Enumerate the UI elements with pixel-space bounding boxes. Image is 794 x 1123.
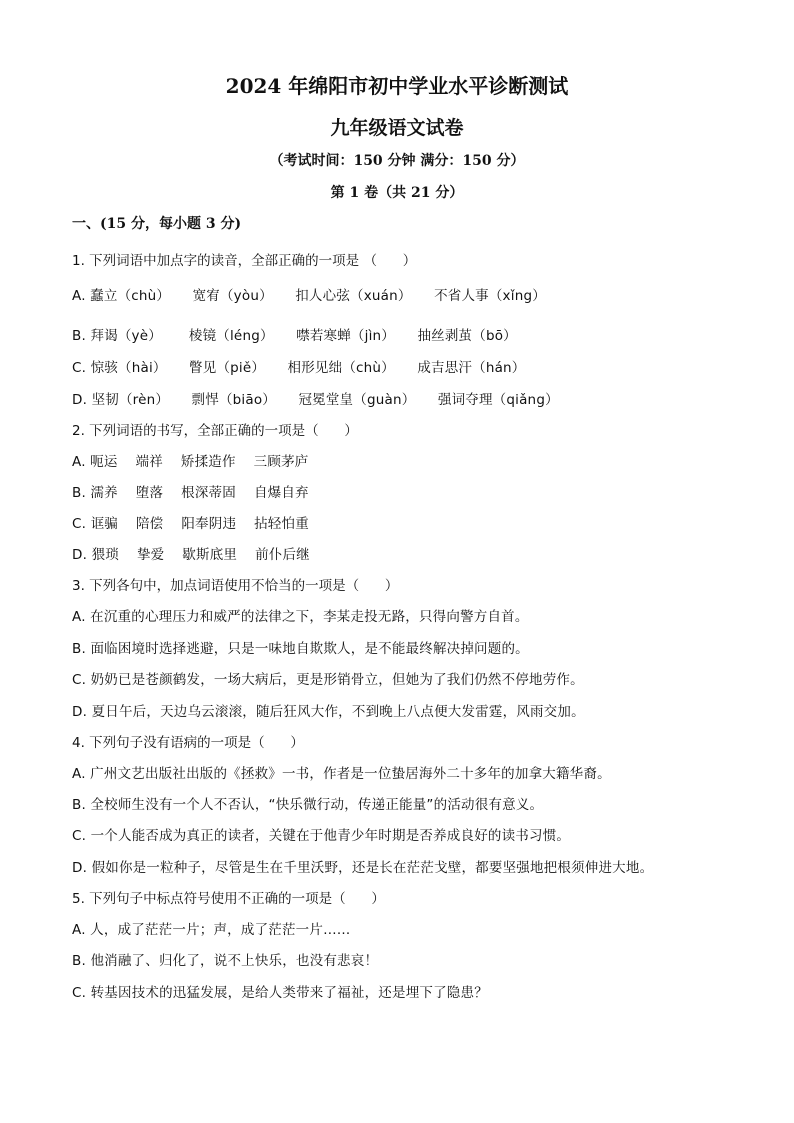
part-heading: 第 1 卷（共 21 分） (330, 185, 464, 201)
option-1d: D. 坚韧（rèn） 剽悍（biāo） 冠冕堂皇（guàn） 强词夺理（qiǎng） (72, 392, 559, 408)
option-2b: B. 濡养 堕落 根深蒂固 自爆自弃 (72, 485, 309, 501)
option-2a: A. 呃运 端祥 矫揉造作 三顾茅庐 (72, 454, 309, 470)
question-3: 3. 下列各句中，加点词语使用不恰当的一项是（ ） (72, 578, 399, 594)
option-3a: A. 在沉重的心理压力和威严的法律之下，李某走投无路，只得向警方自首。 (72, 609, 529, 625)
option-3b: B. 面临困境时选择逃避，只是一味地自欺欺人，是不能最终解决掉问题的。 (72, 641, 529, 657)
option-5b: B. 他消融了、归化了，说不上快乐，也没有悲哀！ (72, 953, 379, 969)
exam-title: 2024 年绵阳市初中学业水平诊断测试 (225, 74, 569, 98)
option-1b: B. 拜谒（yè） 棱镜（léng） 噤若寒蝉（jìn） 抽丝剥茧（bō） (72, 328, 517, 344)
question-2: 2. 下列词语的书写，全部正确的一项是（ ） (72, 423, 358, 439)
option-4a: A. 广州文艺出版社出版的《拯救》一书，作者是一位蛰居海外二十多年的加拿大籍华裔。 (72, 766, 611, 782)
option-2c: C. 诓骗 陪偿 阳奉阴违 拈轻怕重 (72, 516, 309, 532)
exam-subtitle: 九年级语文试卷 (330, 117, 464, 139)
option-4b: B. 全校师生没有一个人不否认，“快乐微行动，传递正能量”的活动很有意义。 (72, 797, 544, 813)
option-2d: D. 猥琐 挚爱 歇斯底里 前仆后继 (72, 547, 310, 563)
option-1a: A. 蠢立（chù） 宽宥（yòu） 扣人心弦（xuán） 不省人事（xǐng） (72, 288, 546, 304)
option-3d: D. 夏日午后，天边乌云滚滚，随后狂风大作，不到晚上八点便大发雷霆，风雨交加。 (72, 704, 585, 720)
exam-info: （考试时间：150 分钟 满分：150 分） (269, 153, 525, 169)
option-4d: D. 假如你是一粒种子，尽管是生在千里沃野，还是长在茫茫戈壁，都要坚强地把根须伸进大地。 (72, 860, 654, 876)
option-5a: A. 人，成了茫茫一片；声，成了茫茫一片…… (72, 922, 351, 938)
option-5c: C. 转基因技术的迅猛发展，是给人类带来了福祉，还是埋下了隐患？ (72, 985, 488, 1001)
option-1c: C. 惊骇（hài） 瞥见（piě） 相形见绌（chù） 成吉思汗（hán） (72, 360, 526, 376)
question-5: 5. 下列句子中标点符号使用不正确的一项是（ ） (72, 891, 385, 907)
section-heading: 一、(15 分，每小题 3 分) (72, 216, 242, 232)
option-3c: C. 奶奶已是苍颜鹤发，一场大病后，更是形销骨立，但她为了我们仍然不停地劳作。 (72, 672, 584, 688)
question-1: 1. 下列词语中加点字的读音，全部正确的一项是 （ ） (72, 253, 417, 269)
question-4: 4. 下列句子没有语病的一项是（ ） (72, 735, 304, 751)
option-4c: C. 一个人能否成为真正的读者，关键在于他青少年时期是否养成良好的读书习惯。 (72, 828, 571, 844)
